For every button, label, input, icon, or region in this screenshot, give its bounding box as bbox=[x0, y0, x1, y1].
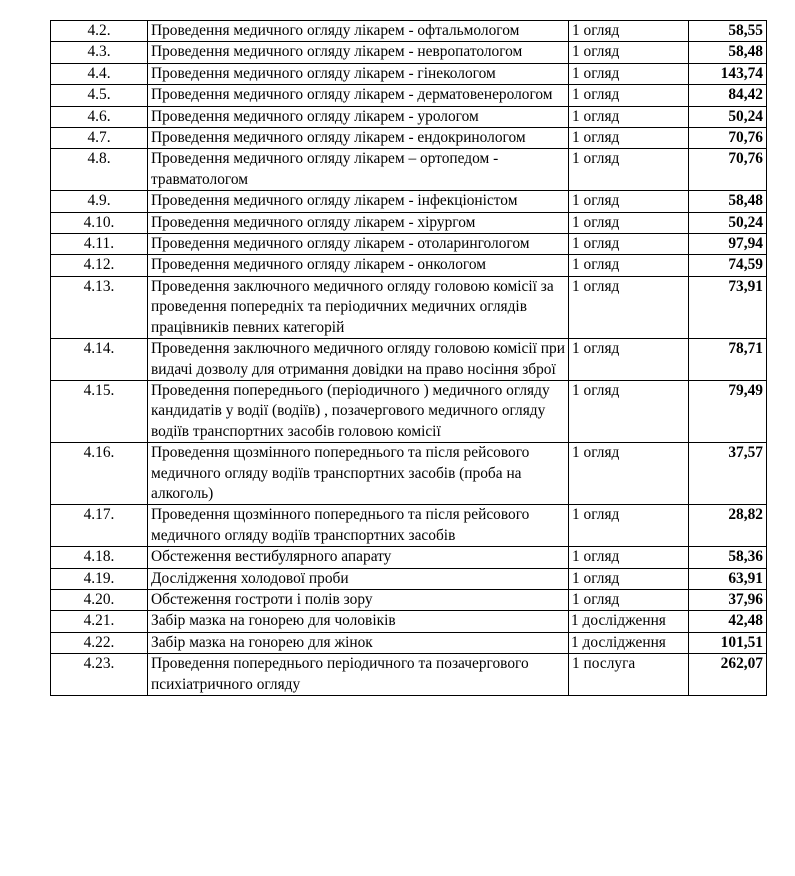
price-value: 79,49 bbox=[689, 380, 767, 442]
price-value: 58,55 bbox=[689, 21, 767, 42]
row-number: 4.10. bbox=[51, 212, 148, 233]
row-number: 4.15. bbox=[51, 380, 148, 442]
unit-of-measure: 1 огляд bbox=[569, 149, 689, 191]
table-row bbox=[51, 255, 767, 276]
table-row bbox=[51, 568, 767, 589]
table-row bbox=[51, 547, 767, 568]
unit-of-measure: 1 огляд bbox=[569, 380, 689, 442]
price-value: 50,24 bbox=[689, 106, 767, 127]
row-number: 4.4. bbox=[51, 63, 148, 84]
row-number: 4.11. bbox=[51, 234, 148, 255]
service-name: Проведення медичного огляду лікарем - невропатологом bbox=[148, 42, 569, 63]
row-number: 4.13. bbox=[51, 276, 148, 338]
row-number: 4.22. bbox=[51, 632, 148, 653]
price-value: 73,91 bbox=[689, 276, 767, 338]
table-row bbox=[51, 380, 767, 442]
price-value: 58,36 bbox=[689, 547, 767, 568]
unit-of-measure: 1 огляд bbox=[569, 191, 689, 212]
service-name: Проведення медичного огляду лікарем - дерматовенерологом bbox=[148, 85, 569, 106]
row-number: 4.12. bbox=[51, 255, 148, 276]
table-row bbox=[51, 21, 767, 42]
service-name: Проведення медичного огляду лікарем - онкологом bbox=[148, 255, 569, 276]
row-number: 4.2. bbox=[51, 21, 148, 42]
service-name: Проведення медичного огляду лікарем - офтальмологом bbox=[148, 21, 569, 42]
table-row bbox=[51, 128, 767, 149]
price-value: 37,57 bbox=[689, 443, 767, 505]
service-name: Проведення попереднього періодичного та позачергового психіатричного огляду bbox=[148, 654, 569, 696]
table-row bbox=[51, 149, 767, 191]
unit-of-measure: 1 огляд bbox=[569, 505, 689, 547]
table-row bbox=[51, 212, 767, 233]
price-value: 84,42 bbox=[689, 85, 767, 106]
service-name: Проведення попереднього (періодичного ) медичного огляду кандидатів у водії (водіїв) , позачергового медичного огляду водіїв транспортних засобів головою комісії bbox=[148, 380, 569, 442]
table-row bbox=[51, 632, 767, 653]
row-number: 4.17. bbox=[51, 505, 148, 547]
service-name: Дослідження холодової проби bbox=[148, 568, 569, 589]
price-value: 63,91 bbox=[689, 568, 767, 589]
unit-of-measure: 1 дослідження bbox=[569, 611, 689, 632]
unit-of-measure: 1 огляд bbox=[569, 128, 689, 149]
service-name: Проведення медичного огляду лікарем - отоларингологом bbox=[148, 234, 569, 255]
service-name: Проведення медичного огляду лікарем - ендокринологом bbox=[148, 128, 569, 149]
row-number: 4.18. bbox=[51, 547, 148, 568]
service-name: Проведення щозмінного попереднього та після рейсового медичного огляду водіїв транспортних засобів (проба на алкоголь) bbox=[148, 443, 569, 505]
service-name: Проведення щозмінного попереднього та після рейсового медичного огляду водіїв транспортних засобів bbox=[148, 505, 569, 547]
price-value: 97,94 bbox=[689, 234, 767, 255]
row-number: 4.5. bbox=[51, 85, 148, 106]
unit-of-measure: 1 огляд bbox=[569, 568, 689, 589]
row-number: 4.14. bbox=[51, 339, 148, 381]
price-value: 37,96 bbox=[689, 589, 767, 610]
unit-of-measure: 1 огляд bbox=[569, 42, 689, 63]
unit-of-measure: 1 огляд bbox=[569, 234, 689, 255]
price-value: 78,71 bbox=[689, 339, 767, 381]
row-number: 4.7. bbox=[51, 128, 148, 149]
price-value: 101,51 bbox=[689, 632, 767, 653]
price-table bbox=[50, 20, 767, 696]
row-number: 4.6. bbox=[51, 106, 148, 127]
price-value: 42,48 bbox=[689, 611, 767, 632]
unit-of-measure: 1 огляд bbox=[569, 85, 689, 106]
service-name: Обстеження гостроти і полів зору bbox=[148, 589, 569, 610]
table-row bbox=[51, 589, 767, 610]
service-name: Обстеження вестибулярного апарату bbox=[148, 547, 569, 568]
table-row bbox=[51, 63, 767, 84]
unit-of-measure: 1 огляд bbox=[569, 106, 689, 127]
price-value: 50,24 bbox=[689, 212, 767, 233]
unit-of-measure: 1 послуга bbox=[569, 654, 689, 696]
price-value: 74,59 bbox=[689, 255, 767, 276]
price-value: 70,76 bbox=[689, 128, 767, 149]
table-row bbox=[51, 611, 767, 632]
unit-of-measure: 1 огляд bbox=[569, 21, 689, 42]
price-value: 58,48 bbox=[689, 191, 767, 212]
unit-of-measure: 1 огляд bbox=[569, 276, 689, 338]
price-value: 262,07 bbox=[689, 654, 767, 696]
unit-of-measure: 1 огляд bbox=[569, 212, 689, 233]
service-name: Проведення медичного огляду лікарем - гінекологом bbox=[148, 63, 569, 84]
row-number: 4.20. bbox=[51, 589, 148, 610]
row-number: 4.3. bbox=[51, 42, 148, 63]
service-name: Забір мазка на гонорею для чоловіків bbox=[148, 611, 569, 632]
unit-of-measure: 1 огляд bbox=[569, 443, 689, 505]
price-value: 28,82 bbox=[689, 505, 767, 547]
unit-of-measure: 1 огляд bbox=[569, 547, 689, 568]
service-name: Забір мазка на гонорею для жінок bbox=[148, 632, 569, 653]
table-row bbox=[51, 276, 767, 338]
table-row bbox=[51, 106, 767, 127]
service-name: Проведення медичного огляду лікарем – ортопедом - травматологом bbox=[148, 149, 569, 191]
unit-of-measure: 1 дослідження bbox=[569, 632, 689, 653]
service-name: Проведення медичного огляду лікарем - хірургом bbox=[148, 212, 569, 233]
table-row bbox=[51, 234, 767, 255]
price-value: 70,76 bbox=[689, 149, 767, 191]
row-number: 4.9. bbox=[51, 191, 148, 212]
row-number: 4.19. bbox=[51, 568, 148, 589]
table-row bbox=[51, 191, 767, 212]
row-number: 4.21. bbox=[51, 611, 148, 632]
row-number: 4.23. bbox=[51, 654, 148, 696]
table-row bbox=[51, 85, 767, 106]
unit-of-measure: 1 огляд bbox=[569, 589, 689, 610]
price-value: 58,48 bbox=[689, 42, 767, 63]
table-row bbox=[51, 443, 767, 505]
table-row bbox=[51, 505, 767, 547]
table-row bbox=[51, 654, 767, 696]
service-name: Проведення медичного огляду лікарем - інфекціоністом bbox=[148, 191, 569, 212]
service-name: Проведення медичного огляду лікарем - урологом bbox=[148, 106, 569, 127]
row-number: 4.16. bbox=[51, 443, 148, 505]
table-row bbox=[51, 339, 767, 381]
row-number: 4.8. bbox=[51, 149, 148, 191]
table-row bbox=[51, 42, 767, 63]
unit-of-measure: 1 огляд bbox=[569, 63, 689, 84]
service-name: Проведення заключного медичного огляду головою комісії при видачі дозволу для отримання довідки на право носіння зброї bbox=[148, 339, 569, 381]
price-value: 143,74 bbox=[689, 63, 767, 84]
unit-of-measure: 1 огляд bbox=[569, 255, 689, 276]
service-name: Проведення заключного медичного огляду головою комісії за проведення попередніх та періодичних медичних оглядів працівників певних категорій bbox=[148, 276, 569, 338]
unit-of-measure: 1 огляд bbox=[569, 339, 689, 381]
